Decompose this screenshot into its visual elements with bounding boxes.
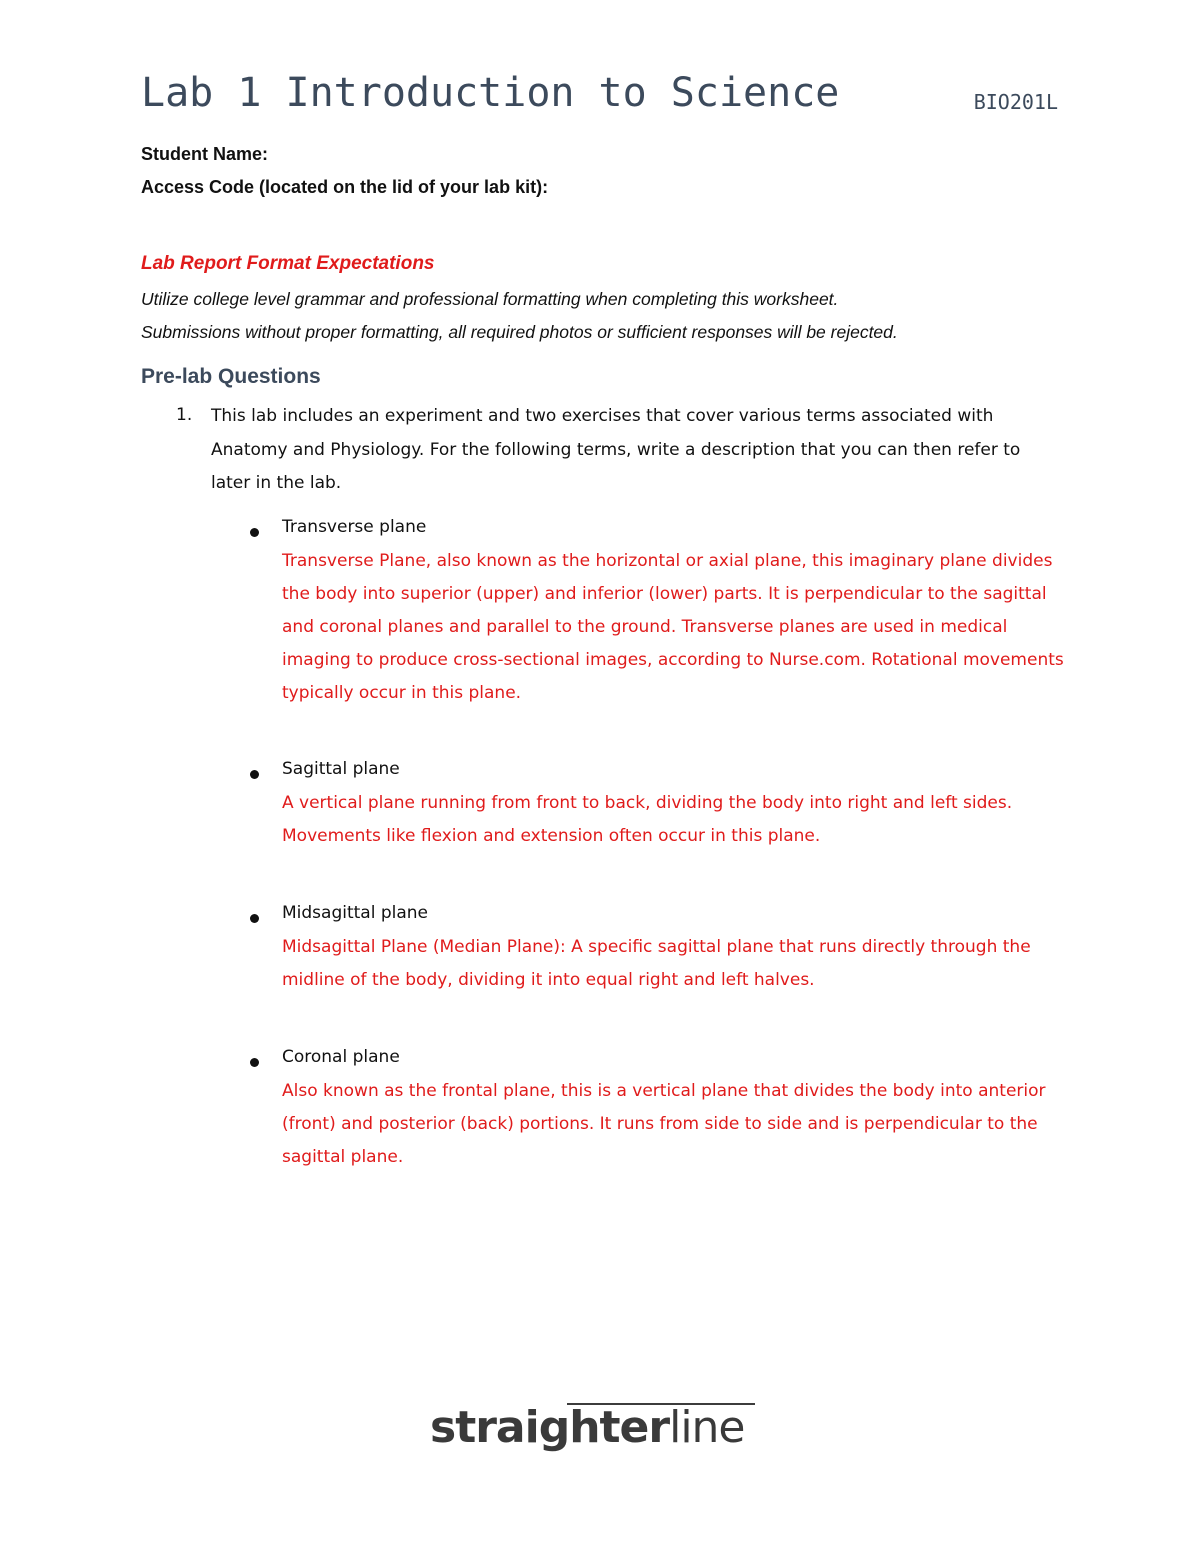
page-title: Lab 1 Introduction to Science bbox=[141, 70, 840, 116]
question-number: 1. bbox=[176, 405, 193, 425]
prelab-heading: Pre-lab Questions bbox=[141, 365, 321, 388]
term-label: Midsagittal plane bbox=[282, 903, 429, 923]
student-name-label: Student Name: bbox=[141, 144, 269, 164]
term-label: Coronal plane bbox=[282, 1047, 400, 1067]
logo-light-text: line bbox=[669, 1402, 745, 1453]
straighterline-logo bbox=[430, 1398, 770, 1468]
term-label: Sagittal plane bbox=[282, 759, 400, 779]
question-text: This lab includes an experiment and two exercises that cover various terms associated with Anatomy and Physiology. For the following terms, write a description that you can then refer to later in the lab. bbox=[211, 406, 1021, 493]
format-expectations-heading: Lab Report Format Expectations bbox=[141, 253, 435, 274]
format-expectations-line-1: Utilize college level grammar and professional formatting when completing this worksheet. bbox=[141, 289, 839, 309]
term-answer: A vertical plane running from front to back, dividing the body into right and left sides. Movements like flexion and extension often occur in this plane. bbox=[282, 793, 1013, 846]
term-label: Transverse plane bbox=[282, 517, 427, 537]
term-answer: Midsagittal Plane (Median Plane): A specific sagittal plane that runs directly through the midline of the body, dividing it into equal right and left halves. bbox=[282, 937, 1031, 990]
course-code: BIO201L bbox=[973, 90, 1058, 114]
format-expectations-line-2: Submissions without proper formatting, all required photos or sufficient responses will be rejected. bbox=[141, 322, 898, 342]
term-answer: Also known as the frontal plane, this is a vertical plane that divides the body into anterior (front) and posterior (back) portions. It runs from side to side and is perpendicular to the sagittal plane. bbox=[282, 1081, 1046, 1167]
bullet-icon bbox=[250, 1058, 259, 1067]
bullet-icon bbox=[250, 770, 259, 779]
access-code-label: Access Code (located on the lid of your lab kit): bbox=[141, 177, 549, 197]
bullet-icon bbox=[250, 528, 259, 537]
logo-wordmark bbox=[430, 1402, 745, 1453]
term-answer: Transverse Plane, also known as the horizontal or axial plane, this imaginary plane divides the body into superior (upper) and inferior (lower) parts. It is perpendicular to the sagittal and coronal planes and parallel to the ground. Transverse planes are used in medical imaging to produce cross-sectional images, according to Nurse.com. Rotational movements typically occur in this plane. bbox=[282, 551, 1064, 703]
logo-strong-text: straighter bbox=[430, 1402, 670, 1453]
bullet-icon bbox=[250, 914, 259, 923]
